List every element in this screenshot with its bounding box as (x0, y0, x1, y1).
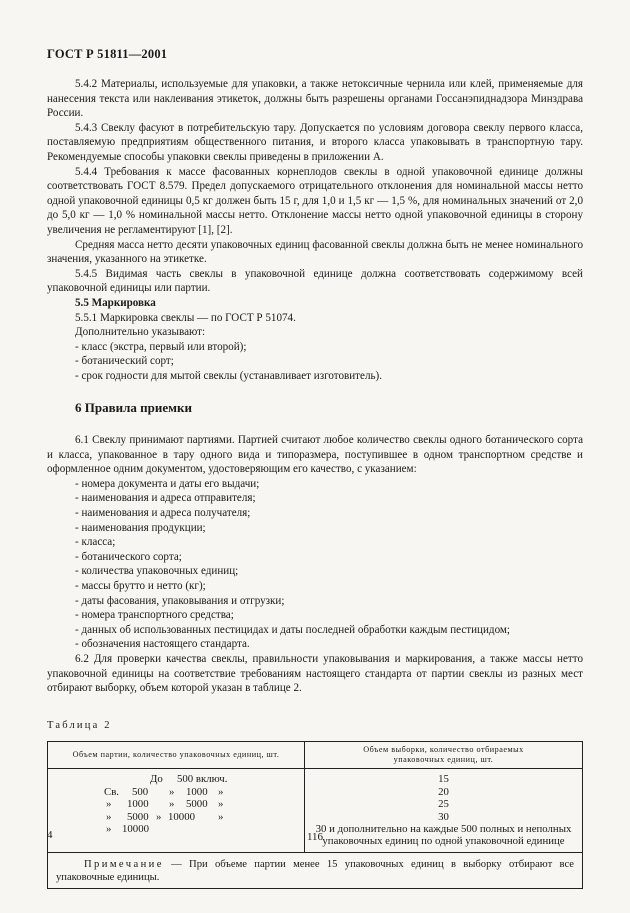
list-item: - наименования и адреса получателя; (75, 507, 251, 520)
list-item: - ботанического сорта; (75, 550, 182, 563)
list-item: - даты фасования, упаковывания и отгрузки; (75, 594, 285, 607)
lot-size-value: 10000 (168, 810, 195, 823)
lot-size-ditto: » (106, 810, 112, 823)
table-note-row (48, 852, 583, 888)
paragraph-average-mass: Средняя масса нетто десяти упаковочных единиц фасованной свеклы должна быть не менее номинального значения, указанного на этикетке. (47, 238, 583, 266)
list-item: - обозначения настоящего стандарта. (75, 638, 250, 651)
section-6-heading: 6 Правила приемки (75, 400, 192, 416)
section-5-5-heading: 5.5 Маркировка (75, 296, 156, 309)
list-item: - наименования продукции; (75, 521, 206, 534)
note-text: — При объеме партии менее 15 упаковочных единиц в выборку отбирают все упаковочные единицы. (56, 858, 574, 883)
list-item: - номера транспортного средства; (75, 609, 234, 622)
list-item: - количества упаковочных единиц; (75, 565, 239, 578)
list-item: - ботанический сорт; (75, 355, 174, 368)
page-number-center: 116 (306, 831, 324, 843)
lot-size-value: 10000 (122, 822, 149, 835)
paragraph-5-4-3: 5.4.3 Свеклу фасуют в потребительскую тару. Допускается по условиям договора свеклу первого класса, поставляемую предприятиям общественного питания, и второго класса упаковывать в транспортную тару. Рекомендуемые способы упаковки свеклы приведены в приложении А. (47, 121, 583, 163)
lot-size-ditto: » (106, 822, 112, 835)
list-item: - класса; (75, 536, 116, 549)
lot-size-value: 1000 (127, 798, 149, 811)
table-header-sample-size (305, 742, 583, 769)
paragraph-5-4-4: 5.4.4 Требования к массе фасованных корнеплодов свеклы в одной упаковочной единице должны соответствовать ГОСТ 8.579. Предел допускаемого отрицательного отклонения для номинальной массы нетто одной упаковочной единицы 0,5 кг должен быть 15 г, для 1,0 и 1,5 кг — 1,5 %, для номинальных значений от 2,0 до 5,0 кг — 1,0 % номинальной массы нетто. Отклонение массы нетто одной упаковочной единицы в сторону увеличения не регламентируют [1], [2]. (47, 165, 583, 236)
lot-size-ditto: » (218, 785, 224, 798)
page-number-left: 4 (47, 829, 53, 841)
lot-size-prefix: До (150, 773, 163, 786)
paragraph-6-1: 6.1 Свеклу принимают партиями. Партией считают любое количество свеклы одного ботанического сорта и класса, упакованное в тару одного вида и типоразмера, поступившее в одном транспортном средстве и оформленное одним документом, удостоверяющим его качество, с указанием: (47, 434, 583, 476)
sample-size-value: 20 (438, 785, 449, 798)
lot-size-ditto: » (169, 785, 175, 798)
table-header-lot-size: Объем партии, количество упаковочных единиц, шт. (48, 742, 305, 769)
lot-size-value: 5000 (186, 798, 208, 811)
lot-size-from: Св. (104, 785, 119, 798)
paragraph-5-5-1: 5.5.1 Маркировка свеклы — по ГОСТ Р 51074. (75, 311, 296, 324)
list-item: - срок годности для мытой свеклы (устанавливает изготовитель). (75, 369, 383, 382)
lot-size-value: 500 включ. (177, 773, 228, 786)
list-item: - класс (экстра, первый или второй); (75, 340, 247, 353)
table-header-row (48, 742, 583, 769)
sample-size-value: упаковочных единиц по одной упаковочной единице (322, 835, 565, 848)
list-item: - массы брутто и нетто (кг); (75, 580, 206, 592)
paragraph-5-4-2: 5.4.2 Материалы, используемые для упаковки, а также нетоксичные чернила или клей, применяемые для нанесения текста или наклеивания этикеток, должны быть разрешены органами Госсанэпиднадзора Минздрава России. (47, 78, 583, 120)
list-item: - наименования и адреса отправителя; (75, 492, 256, 505)
document-body (47, 77, 583, 889)
sample-size-value: 30 и дополнительно на каждые 500 полных и неполных (315, 822, 572, 835)
list-item: - номера документа и даты его выдачи; (75, 477, 260, 490)
lot-size-value: 5000 (127, 810, 149, 823)
table-caption: Таблица 2 (47, 719, 112, 731)
sample-size-value: 25 (438, 798, 449, 811)
lot-size-ditto: » (106, 798, 112, 811)
lot-size-ditto: » (218, 810, 224, 823)
document-header: ГОСТ Р 51811—2001 (47, 47, 168, 61)
lot-size-ditto: » (156, 810, 162, 823)
lot-size-line (48, 798, 304, 810)
sample-size-value: 15 (438, 773, 449, 786)
paragraph-5-4-5: 5.4.5 Видимая часть свеклы в упаковочной единице должна соответствовать содержимому всей упаковочной единицы или партии. (47, 267, 583, 295)
paragraph-6-2: 6.2 Для проверки качества свеклы, правильности упаковывания и маркирования, а также массы нетто упаковочной единицы на соответствие требованиям настоящего стандарта от партии свеклы из разных мест отбирают выборку, объем которой указан в таблице 2. (47, 652, 583, 695)
lot-size-ditto: » (169, 798, 175, 811)
sample-size-table (47, 741, 583, 888)
table-note (48, 852, 583, 888)
lot-size-line (48, 773, 304, 785)
lot-size-line (48, 811, 304, 823)
sample-size-value: 30 (438, 810, 449, 823)
lot-size-line (48, 786, 304, 798)
paragraph-additional: Дополнительно указывают: (75, 326, 206, 339)
lot-size-value: 1000 (186, 785, 208, 798)
lot-size-ditto: » (218, 798, 224, 811)
note-label: Примечание (84, 858, 164, 870)
lot-size-value: 500 (132, 785, 149, 798)
table-header-sample-size-text: Объем выборки, количество отбираемых упаковочных единиц, шт. (363, 745, 524, 765)
list-item: - данных об использованных пестицидах и даты последней обработки каждым пестицидом; (75, 623, 511, 636)
